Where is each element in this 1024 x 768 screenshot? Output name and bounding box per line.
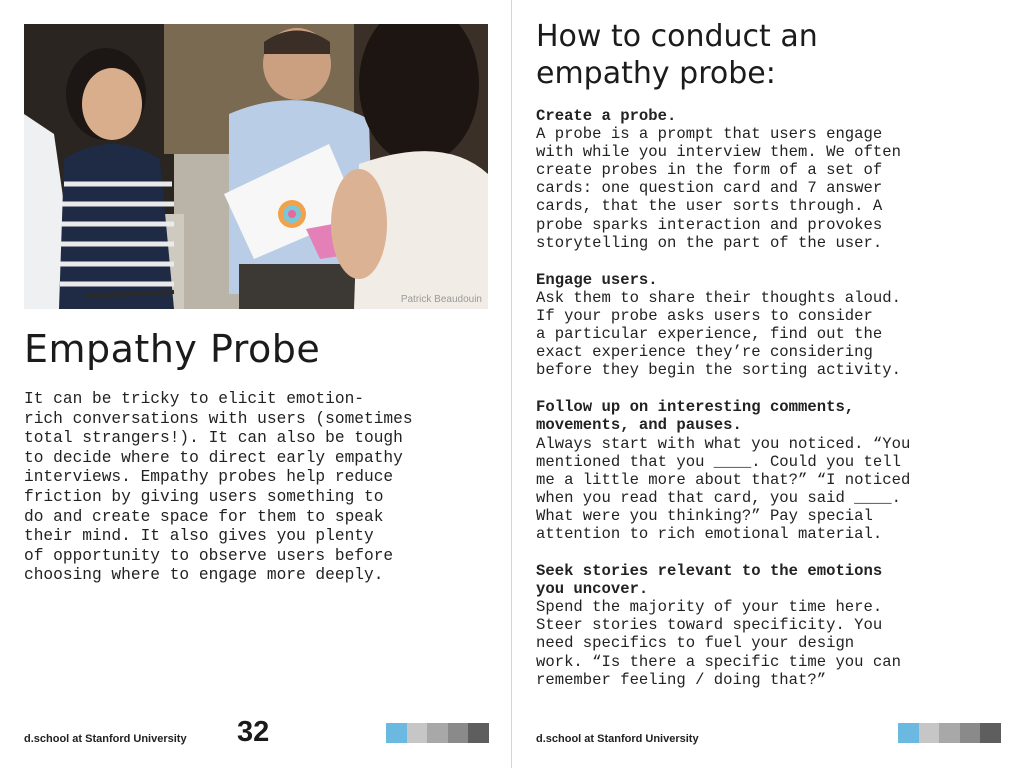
- page-number: 32: [237, 716, 270, 748]
- step-body: Ask them to share their thoughts aloud. If your probe asks users to consider a particular experience, find out the exact experience they’re considering before they begin the sorting activity.: [536, 288, 901, 380]
- step-body: Always start with what you noticed. “You mentioned that you ____. Could you tell me a little more about that?” “I noticed when you read that card, you said ____. What were you thinking?” Pay special attention to rich emotional material.: [536, 434, 911, 543]
- swatch: [960, 723, 981, 743]
- step-body: A probe is a prompt that users engage with while you interview them. We often create probes in the form of a set of cards: one question card and 7 answer cards, that the user sorts through. A probe sparks interaction and provokes storytelling on the part of the user.: [536, 125, 901, 252]
- step: [536, 107, 996, 252]
- swatch: [427, 723, 448, 743]
- color-swatches: [386, 723, 489, 743]
- step-heading: Seek stories relevant to the emotions you uncover.: [536, 562, 883, 599]
- swatch: [939, 723, 960, 743]
- swatch: [898, 723, 919, 743]
- footer-credit: d.school at Stanford University: [24, 733, 187, 745]
- swatch: [448, 723, 469, 743]
- swatch: [407, 723, 428, 743]
- intro-paragraph: It can be tricky to elicit emotion- rich conversations with users (sometimes total strangers!). It can also be tough to decide where to direct early empathy interviews. Empathy probes help reduce friction by giving users something to do and create space for them to speak their mind. It also gives you plenty of opportunity to observe users before choosing where to engage more deeply.: [24, 390, 413, 585]
- swatch: [386, 723, 407, 743]
- step-heading: Follow up on interesting comments, movements, and pauses.: [536, 398, 855, 435]
- swatch: [468, 723, 489, 743]
- page-title: Empathy Probe: [24, 327, 321, 371]
- swatch: [980, 723, 1001, 743]
- photo-credit: Patrick Beaudouin: [400, 294, 482, 305]
- step: [536, 562, 996, 689]
- step-body: Spend the majority of your time here. Steer stories toward specificity. You need specifics to fuel your design work. “Is there a specific time you can remember feeling / doing that?”: [536, 598, 901, 689]
- step: [536, 398, 996, 543]
- step-heading: Engage users.: [536, 270, 658, 289]
- workshop-photo: [24, 24, 488, 309]
- step: [536, 271, 996, 380]
- section-title: How to conduct an empathy probe:: [536, 19, 818, 91]
- footer-credit-right: d.school at Stanford University: [536, 733, 699, 745]
- color-swatches-right: [898, 723, 1001, 743]
- swatch: [919, 723, 940, 743]
- step-heading: Create a probe.: [536, 107, 677, 125]
- steps-list: [536, 107, 996, 708]
